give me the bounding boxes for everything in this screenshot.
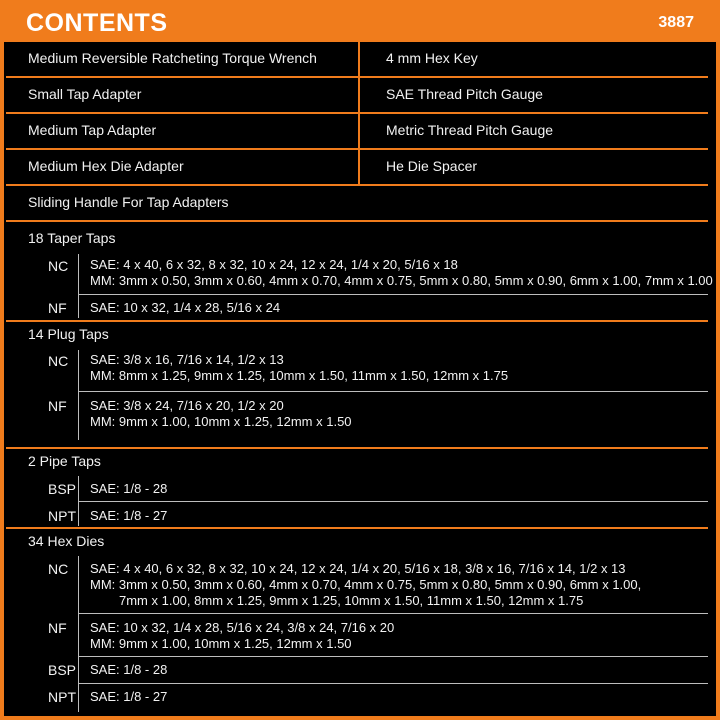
item-sliding-handle: Sliding Handle For Tap Adapters xyxy=(28,194,229,210)
hex-bsp-label: BSP xyxy=(48,662,77,678)
taper-nc-label: NC xyxy=(48,258,69,274)
product-number: 3887 xyxy=(658,14,694,31)
plug-nc-label: NC xyxy=(48,353,69,369)
plug-nc-mm: MM: 8mm x 1.25, 9mm x 1.25, 10mm x 1.50, 11mm x 1.50, 12mm x 1.75 xyxy=(90,368,509,383)
hex-nc-label: NC xyxy=(48,561,69,577)
row-divider xyxy=(6,447,708,449)
item-small-tap-adapter: Small Tap Adapter xyxy=(28,86,142,102)
item-die-spacer: He Die Spacer xyxy=(386,158,478,174)
hex-nc-sae: SAE: 4 x 40, 6 x 32, 8 x 32, 10 x 24, 12 x 24, 1/4 x 20, 5/16 x 18, 3/8 x 16, 7/16 x 14, 1/2 x 13 xyxy=(90,561,626,576)
item-torque-wrench: Medium Reversible Ratcheting Torque Wrench xyxy=(28,50,317,66)
plug-nf-label: NF xyxy=(48,398,67,414)
plug-nc-sae: SAE: 3/8 x 16, 7/16 x 14, 1/2 x 13 xyxy=(90,352,284,367)
taper-row-divider xyxy=(78,294,708,295)
item-sae-pitch-gauge: SAE Thread Pitch Gauge xyxy=(386,86,543,102)
item-hex-die-adapter: Medium Hex Die Adapter xyxy=(28,158,184,174)
hex-row-divider xyxy=(78,656,708,657)
pipe-npt-sae: SAE: 1/8 - 27 xyxy=(90,508,168,523)
row-divider xyxy=(6,527,708,529)
hex-bsp-sae: SAE: 1/8 - 28 xyxy=(90,662,168,677)
plug-label-divider xyxy=(78,350,79,440)
row-divider xyxy=(6,112,708,114)
pipe-row-divider xyxy=(78,501,708,502)
hex-dies-title: 34 Hex Dies xyxy=(28,533,105,549)
taper-nc-sae: SAE: 4 x 40, 6 x 32, 8 x 32, 10 x 24, 12 x 24, 1/4 x 20, 5/16 x 18 xyxy=(90,257,458,272)
hex-nf-sae: SAE: 10 x 32, 1/4 x 28, 5/16 x 24, 3/8 x 24, 7/16 x 20 xyxy=(90,620,395,635)
item-medium-tap-adapter: Medium Tap Adapter xyxy=(28,122,157,138)
item-metric-pitch-gauge: Metric Thread Pitch Gauge xyxy=(386,122,554,138)
row-divider xyxy=(6,320,708,322)
taper-nf-label: NF xyxy=(48,300,67,316)
pipe-npt-label: NPT xyxy=(48,508,76,524)
pipe-bsp-label: BSP xyxy=(48,481,77,497)
plug-nf-sae: SAE: 3/8 x 24, 7/16 x 20, 1/2 x 20 xyxy=(90,398,284,413)
hex-label-divider xyxy=(78,556,79,712)
hex-row-divider xyxy=(78,683,708,684)
taper-nc-mm: MM: 3mm x 0.50, 3mm x 0.60, 4mm x 0.70, 4mm x 0.75, 5mm x 0.80, 5mm x 0.90, 6mm x 1.00, 7mm x 1.00 xyxy=(90,273,713,288)
row-divider xyxy=(6,148,708,150)
hex-npt-sae: SAE: 1/8 - 27 xyxy=(90,689,168,704)
pipe-taps-title: 2 Pipe Taps xyxy=(28,453,101,469)
taper-taps-title: 18 Taper Taps xyxy=(28,230,116,246)
hex-nc-mm-line2: 7mm x 1.00, 8mm x 1.25, 9mm x 1.25, 10mm x 1.50, 11mm x 1.50, 12mm x 1.75 xyxy=(119,593,584,608)
taper-label-divider xyxy=(78,254,79,318)
plug-nf-mm: MM: 9mm x 1.00, 10mm x 1.25, 12mm x 1.50 xyxy=(90,414,352,429)
header-bar xyxy=(4,4,716,42)
hex-row-divider xyxy=(78,613,708,614)
plug-taps-title: 14 Plug Taps xyxy=(28,326,109,342)
hex-nf-label: NF xyxy=(48,620,67,636)
row-divider xyxy=(6,76,708,78)
row-divider xyxy=(6,220,708,222)
taper-nf-sae: SAE: 10 x 32, 1/4 x 28, 5/16 x 24 xyxy=(90,300,281,315)
hex-nc-mm-line1: MM: 3mm x 0.50, 3mm x 0.60, 4mm x 0.70, 4mm x 0.75, 5mm x 0.80, 5mm x 0.90, 6mm x 1.00, xyxy=(90,577,642,592)
pipe-bsp-sae: SAE: 1/8 - 28 xyxy=(90,481,168,496)
page-title: CONTENTS xyxy=(26,9,168,37)
item-hex-key: 4 mm Hex Key xyxy=(386,50,478,66)
row-divider xyxy=(6,184,708,186)
column-divider xyxy=(358,40,360,184)
plug-row-divider xyxy=(78,391,708,392)
hex-npt-label: NPT xyxy=(48,689,76,705)
hex-nf-mm: MM: 9mm x 1.00, 10mm x 1.25, 12mm x 1.50 xyxy=(90,636,352,651)
